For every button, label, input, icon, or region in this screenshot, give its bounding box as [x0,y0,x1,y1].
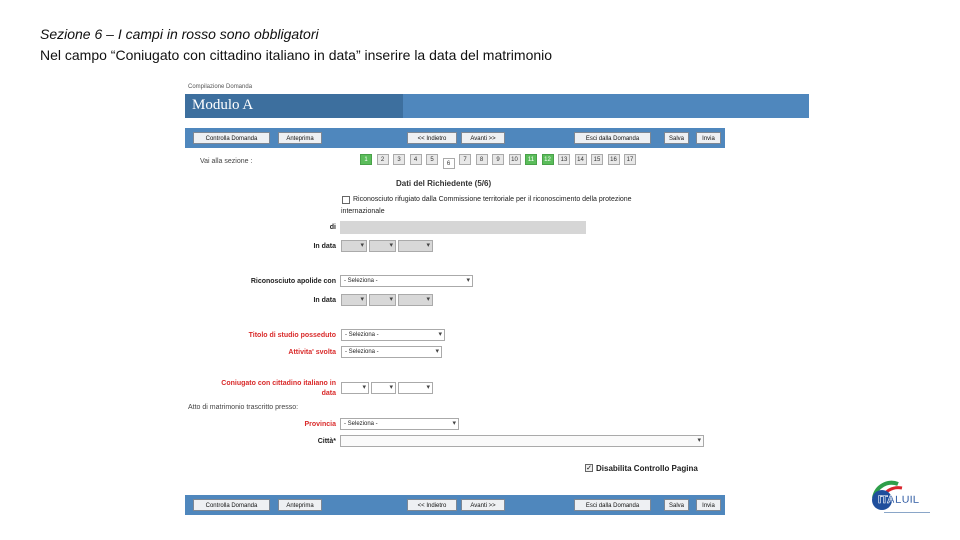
titolo-label: Titolo di studio posseduto [248,332,336,339]
attivita-select[interactable]: - Seleziona - ▾ [341,346,442,358]
disable-check-checkbox[interactable]: ✓ [586,465,592,472]
provincia-value: - Seleziona - [344,421,378,427]
save-button[interactable]: Salva [664,132,689,144]
titolo-select[interactable]: - Seleziona - ▾ [341,329,445,341]
section-link-5[interactable]: 5 [426,154,438,165]
section-link-17[interactable]: 17 [624,154,636,165]
back-button-bottom[interactable]: << Indietro [407,499,457,511]
coniugato-label-line-1: Coniugato con cittadino italiano in [221,380,336,387]
next-button[interactable]: Avanti >> [461,132,505,144]
save-button-bottom[interactable]: Salva [664,499,689,511]
preview-button[interactable]: Anteprima [278,132,322,144]
in-data-label-2: In data [313,297,336,304]
section-link-4[interactable]: 4 [410,154,422,165]
section-link-16[interactable]: 16 [608,154,620,165]
di-field [340,221,586,234]
attivita-value: - Seleziona - [345,349,379,355]
section-link-14[interactable]: 14 [575,154,587,165]
apolide-value: - Seleziona - [344,278,378,284]
attivita-label: Attivita' svolta [288,349,336,356]
provincia-select[interactable]: - Seleziona - ▾ [340,418,459,430]
date1-month-select: ▾ [369,240,396,252]
logo-text: ITALUIL [878,494,920,506]
atto-label: Atto di matrimonio trascritto presso: [188,404,299,411]
citta-select[interactable]: ▾ [340,435,704,447]
header-title-panel [185,94,403,118]
titolo-value: - Seleziona - [345,332,379,338]
in-data-label-1: In data [313,243,336,250]
goto-section-label: Vai alla sezione : [200,158,253,165]
date2-day-select: ▾ [341,294,367,306]
preview-button-bottom[interactable]: Anteprima [278,499,322,511]
section-link-12[interactable]: 12 [542,154,554,165]
exit-form-button[interactable]: Esci dalla Domanda [574,132,651,144]
italuil-logo [868,478,936,518]
section-link-2[interactable]: 2 [377,154,389,165]
bottom-toolbar [185,495,725,515]
section-link-6[interactable]: 6 [443,158,455,169]
coniugato-day-select[interactable]: ▾ [341,382,369,394]
apolide-select[interactable]: - Seleziona - ▾ [340,275,473,287]
section-link-7[interactable]: 7 [459,154,471,165]
page-title: Modulo A [192,97,254,113]
top-toolbar [185,128,725,148]
date2-month-select: ▾ [369,294,396,306]
check-form-button-bottom[interactable]: Controlla Domanda [193,499,270,511]
send-button[interactable]: Invia [696,132,721,144]
next-button-bottom[interactable]: Avanti >> [461,499,505,511]
citta-label: Città* [317,438,336,445]
coniugato-year-select[interactable]: ▾ [398,382,433,394]
form-screenshot [185,82,809,518]
provincia-label: Provincia [304,421,336,428]
breadcrumb: Compilazione Domanda [188,84,253,90]
disable-check-label: Disabilita Controllo Pagina [596,464,698,473]
send-button-bottom[interactable]: Invia [696,499,721,511]
caption-line-2: Nel campo “Coniugato con cittadino italiano in data” inserire la data del matrimonio [40,47,553,63]
refugee-label-line-1: Riconosciuto rifugiato dalla Commissione territoriale per il riconoscimento della protezione [353,196,632,203]
section-link-13[interactable]: 13 [558,154,570,165]
coniugato-month-select[interactable]: ▾ [371,382,396,394]
form-section-heading: Dati del Richiedente (5/6) [396,179,492,188]
section-link-9[interactable]: 9 [492,154,504,165]
section-link-11[interactable]: 11 [525,154,537,165]
coniugato-label-line-2: data [321,390,336,397]
exit-form-button-bottom[interactable]: Esci dalla Domanda [574,499,651,511]
check-form-button[interactable]: Controlla Domanda [193,132,270,144]
refugee-checkbox[interactable] [342,196,350,204]
date1-year-select: ▾ [398,240,433,252]
date1-day-select: ▾ [341,240,367,252]
section-link-8[interactable]: 8 [476,154,488,165]
back-button[interactable]: << Indietro [407,132,457,144]
page-header [185,94,809,118]
apolide-label: Riconosciuto apolide con [250,278,336,285]
di-label: di [329,224,336,231]
section-link-10[interactable]: 10 [509,154,521,165]
section-link-3[interactable]: 3 [393,154,405,165]
section-link-1[interactable]: 1 [360,154,372,165]
date2-year-select: ▾ [398,294,433,306]
caption-line-1: Sezione 6 – I campi in rosso sono obbligatori [40,26,319,42]
section-link-15[interactable]: 15 [591,154,603,165]
refugee-label-line-2: internazionale [341,208,385,215]
